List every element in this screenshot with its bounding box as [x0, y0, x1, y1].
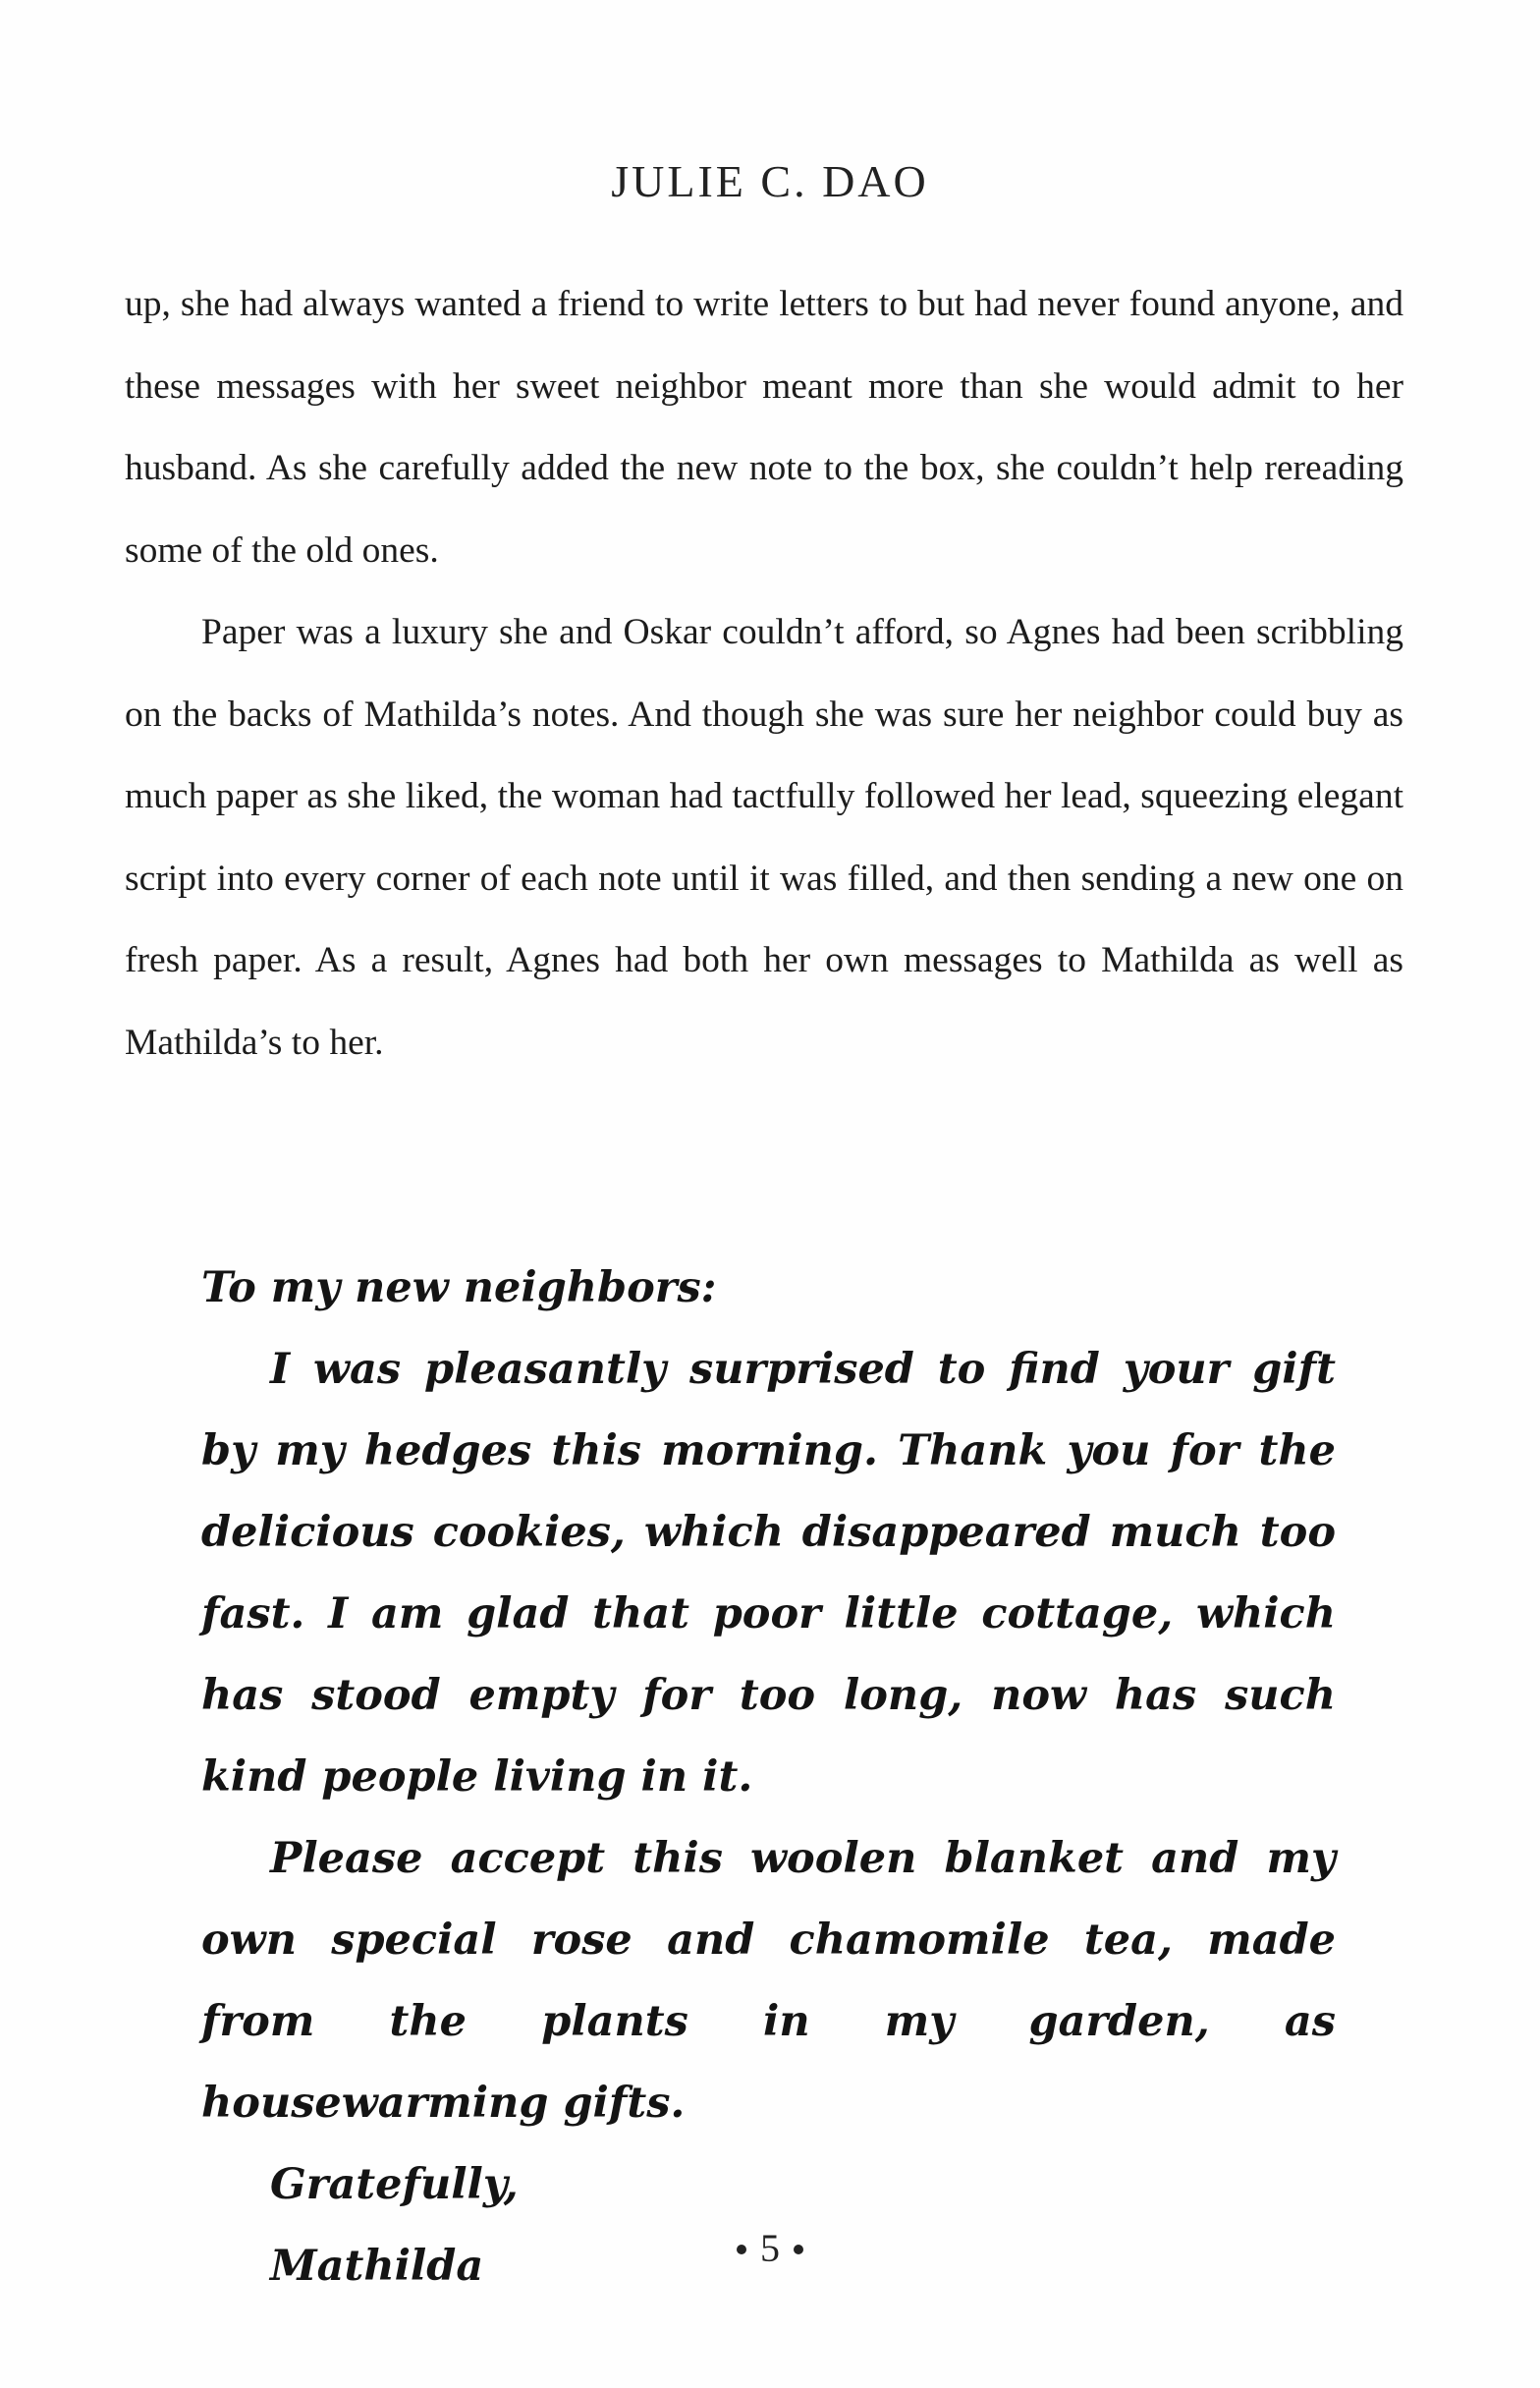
letter-paragraph: Please accept this woolen blanket and my own special rose and chamomile tea, made from the plants in my garden, as housewarming gifts.	[201, 1834, 1336, 2128]
letter-closing: Gratefully,	[270, 2160, 519, 2209]
body-paragraph: up, she had always wanted a friend to write letters to but had never found anyone, and these messages with her sweet neighbor meant more than she would admit to her husband. As she carefully added the new note to the box, she couldn’t help rereading some of the old ones.	[125, 284, 1403, 571]
body-text	[125, 263, 1403, 1083]
page-number-footer	[0, 2225, 1540, 2271]
letter-signature: Mathilda	[270, 2242, 484, 2291]
page-number: 5	[760, 2226, 780, 2270]
letter-paragraph: I was pleasantly surprised to find your gift by my hedges this morning. Thank you for the delicious cookies, which disappeared much too fast. I am glad that poor little cottage, which has stood empty for too long, now has such kind people living in it.	[201, 1345, 1336, 1802]
body-paragraph: Paper was a luxury she and Oskar couldn’t afford, so Agnes had been scribbling on the backs of Mathilda’s notes. And though she was sure her neighbor could buy as much paper as she liked, the woman had tactfully followed her lead, squeezing elegant script into every corner of each note until it was filled, and then sending a new one on fresh paper. As a result, Agnes had both her own messages to Mathilda as well as Mathilda’s to her.	[125, 612, 1403, 1063]
bullet-dot-icon	[794, 2245, 803, 2254]
running-head: JULIE C. DAO	[611, 156, 929, 206]
bullet-dot-icon	[737, 2245, 746, 2254]
letter-salutation: To my new neighbors:	[201, 1263, 717, 1312]
embedded-letter	[201, 1248, 1336, 2307]
